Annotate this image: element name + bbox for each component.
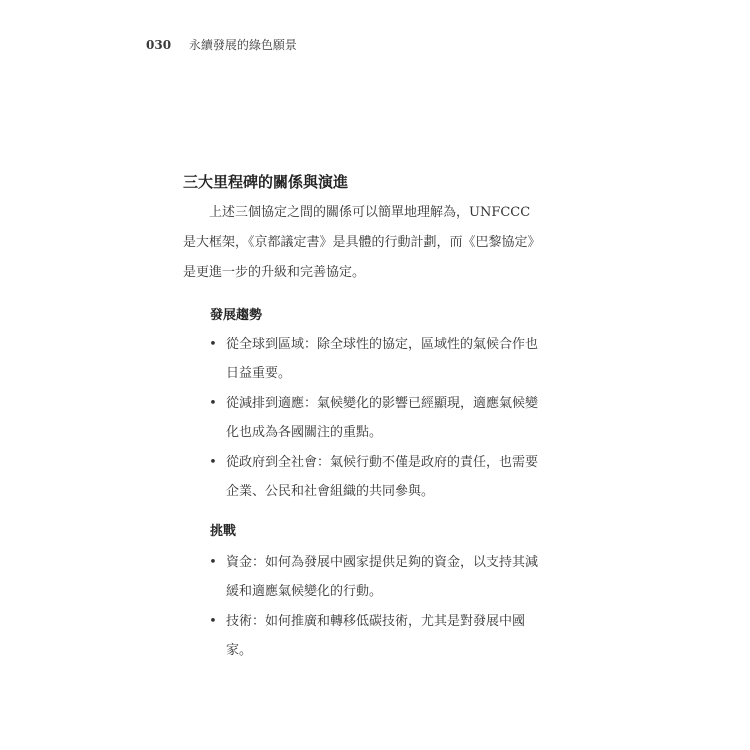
intro-text: 上述三個協定之間的關係可以簡單地理解為，UNFCCC是大框架，《京都議定書》是具體的行動計劃，而《巴黎協定》是更進一步的升級和完善協定。	[183, 205, 541, 280]
list-item	[208, 330, 538, 388]
list-item-text: 從政府到全社會：氣候行動不僅是政府的責任，也需要企業、公民和社會組織的共同參與。	[226, 455, 539, 499]
list-item	[208, 548, 538, 606]
list-item	[208, 448, 538, 506]
list-item-text: 從全球到區域：除全球性的協定，區域性的氣候合作也日益重要。	[226, 337, 539, 381]
intro-paragraph	[183, 198, 543, 288]
trends-list	[208, 330, 538, 507]
bullet-icon: •	[209, 555, 217, 570]
list-item-text: 從減排到適應：氣候變化的影響已經顯現，適應氣候變化也成為各國關注的重點。	[226, 396, 539, 440]
page-number: 030	[146, 38, 172, 52]
book-title: 永續發展的綠色願景	[188, 38, 297, 52]
bullet-icon: •	[209, 614, 217, 629]
running-header	[146, 36, 297, 53]
list-item	[208, 389, 538, 447]
list-item-text: 技術：如何推廣和轉移低碳技術，尤其是對發展中國家。	[226, 614, 526, 658]
section-title: 三大里程碑的關係與演進	[183, 173, 349, 191]
challenges-list	[208, 548, 538, 666]
bullet-icon: •	[209, 396, 217, 411]
list-item	[208, 607, 538, 665]
bullet-icon: •	[209, 337, 217, 352]
trends-heading: 發展趨勢	[210, 308, 263, 323]
bullet-icon: •	[209, 455, 217, 470]
challenges-heading: 挑戰	[210, 524, 237, 539]
list-item-text: 資金：如何為發展中國家提供足夠的資金，以支持其減緩和適應氣候變化的行動。	[226, 555, 539, 599]
